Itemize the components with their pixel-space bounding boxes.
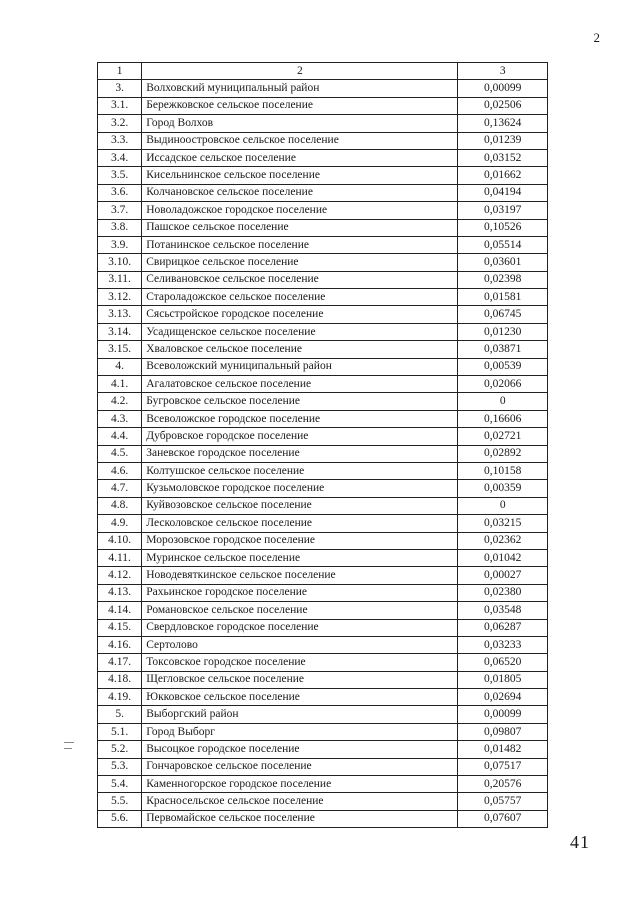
- row-number: 4.18.: [98, 671, 142, 688]
- row-number: 4.13.: [98, 584, 142, 601]
- table-row: [98, 184, 548, 201]
- row-number: 3.13.: [98, 306, 142, 323]
- municipality-name: Гончаровское сельское поселение: [142, 758, 458, 775]
- coefficient-value: 0,02892: [458, 445, 548, 462]
- table-row: [98, 236, 548, 253]
- municipality-name: Кузьмоловское городское поселение: [142, 480, 458, 497]
- row-number: 3.: [98, 80, 142, 97]
- municipalities-table: [97, 62, 548, 828]
- municipality-name: Хваловское сельское поселение: [142, 341, 458, 358]
- table-row: [98, 167, 548, 184]
- coefficient-value: 0,03152: [458, 149, 548, 166]
- table-row: [98, 567, 548, 584]
- coefficient-value: 0,02721: [458, 428, 548, 445]
- table-row: [98, 776, 548, 793]
- table-row: [98, 219, 548, 236]
- municipality-name: Город Выборг: [142, 723, 458, 740]
- row-number: 3.11.: [98, 271, 142, 288]
- row-number: 4.6.: [98, 462, 142, 479]
- municipality-name: Куйвозовское сельское поселение: [142, 497, 458, 514]
- coefficient-value: 0,03871: [458, 341, 548, 358]
- row-number: 4.10.: [98, 532, 142, 549]
- table-row: [98, 115, 548, 132]
- table-row: [98, 619, 548, 636]
- coefficient-value: 0,10526: [458, 219, 548, 236]
- row-number: 5.6.: [98, 810, 142, 827]
- row-number: 3.6.: [98, 184, 142, 201]
- coefficient-value: 0,03215: [458, 515, 548, 532]
- table-row: [98, 602, 548, 619]
- coefficient-value: 0,09807: [458, 723, 548, 740]
- coefficient-value: 0,04194: [458, 184, 548, 201]
- row-number: 3.7.: [98, 202, 142, 219]
- coefficient-value: 0,02398: [458, 271, 548, 288]
- municipality-name: Агалатовское сельское поселение: [142, 376, 458, 393]
- row-number: 4.3.: [98, 410, 142, 427]
- municipality-name: Староладожское сельское поселение: [142, 289, 458, 306]
- municipality-name: Свердловское городское поселение: [142, 619, 458, 636]
- coefficient-value: 0,03233: [458, 636, 548, 653]
- coefficient-value: 0,00099: [458, 706, 548, 723]
- row-number: 3.4.: [98, 149, 142, 166]
- table-row: [98, 254, 548, 271]
- row-number: 4.14.: [98, 602, 142, 619]
- municipality-name: Токсовское городское поселение: [142, 654, 458, 671]
- municipality-name: Рахьинское городское поселение: [142, 584, 458, 601]
- column-header: 3: [458, 63, 548, 80]
- municipality-name: Юкковское сельское поселение: [142, 689, 458, 706]
- row-number: 4.4.: [98, 428, 142, 445]
- row-number: 4.2.: [98, 393, 142, 410]
- municipality-name: Сертолово: [142, 636, 458, 653]
- row-number: 4.7.: [98, 480, 142, 497]
- table-row: [98, 271, 548, 288]
- row-number: 4.16.: [98, 636, 142, 653]
- coefficient-value: 0,00027: [458, 567, 548, 584]
- margin-mark: [64, 748, 72, 749]
- municipality-name: Сясьстройское городское поселение: [142, 306, 458, 323]
- municipality-name: Всеволожское городское поселение: [142, 410, 458, 427]
- table-row: [98, 306, 548, 323]
- row-number: 3.9.: [98, 236, 142, 253]
- municipality-name: Селивановское сельское поселение: [142, 271, 458, 288]
- municipality-name: Романовское сельское поселение: [142, 602, 458, 619]
- table-row: [98, 532, 548, 549]
- coefficient-value: 0,01042: [458, 549, 548, 566]
- table-row: [98, 289, 548, 306]
- row-number: 3.1.: [98, 97, 142, 114]
- coefficient-value: 0: [458, 393, 548, 410]
- municipality-name: Бугровское сельское поселение: [142, 393, 458, 410]
- row-number: 4.12.: [98, 567, 142, 584]
- municipality-name: Колчановское сельское поселение: [142, 184, 458, 201]
- row-number: 5.1.: [98, 723, 142, 740]
- table-row: [98, 584, 548, 601]
- coefficient-value: 0: [458, 497, 548, 514]
- table-row: [98, 671, 548, 688]
- row-number: 5.2.: [98, 741, 142, 758]
- row-number: 4.11.: [98, 549, 142, 566]
- table-row: [98, 202, 548, 219]
- municipality-name: Заневское городское поселение: [142, 445, 458, 462]
- row-number: 4.8.: [98, 497, 142, 514]
- table-row: [98, 428, 548, 445]
- row-number: 5.5.: [98, 793, 142, 810]
- row-number: 5.3.: [98, 758, 142, 775]
- table-row: [98, 149, 548, 166]
- table-row: [98, 758, 548, 775]
- coefficient-value: 0,10158: [458, 462, 548, 479]
- table-row: [98, 741, 548, 758]
- coefficient-value: 0,00359: [458, 480, 548, 497]
- table-row: [98, 723, 548, 740]
- row-number: 3.12.: [98, 289, 142, 306]
- coefficient-value: 0,02694: [458, 689, 548, 706]
- municipality-name: Новодевяткинское сельское поселение: [142, 567, 458, 584]
- coefficient-value: 0,01581: [458, 289, 548, 306]
- table-row: [98, 341, 548, 358]
- coefficient-value: 0,06745: [458, 306, 548, 323]
- table-row: [98, 810, 548, 827]
- coefficient-value: 0,01662: [458, 167, 548, 184]
- municipality-name: Каменногорское городское поселение: [142, 776, 458, 793]
- table-row: [98, 323, 548, 340]
- row-number: 3.3.: [98, 132, 142, 149]
- coefficient-value: 0,07607: [458, 810, 548, 827]
- municipality-name: Потанинское сельское поселение: [142, 236, 458, 253]
- row-number: 3.2.: [98, 115, 142, 132]
- page-number: 2: [593, 30, 600, 45]
- table-row: [98, 376, 548, 393]
- table-row: [98, 393, 548, 410]
- municipality-name: Морозовское городское поселение: [142, 532, 458, 549]
- table-row: [98, 636, 548, 653]
- coefficient-value: 0,01239: [458, 132, 548, 149]
- coefficient-value: 0,02506: [458, 97, 548, 114]
- row-number: 4.1.: [98, 376, 142, 393]
- table-row: [98, 358, 548, 375]
- row-number: 3.14.: [98, 323, 142, 340]
- coefficient-value: 0,01482: [458, 741, 548, 758]
- municipality-name: Первомайское сельское поселение: [142, 810, 458, 827]
- row-number: 4.9.: [98, 515, 142, 532]
- stamp-number: 41: [570, 832, 590, 852]
- municipality-name: Город Волхов: [142, 115, 458, 132]
- coefficient-value: 0,02362: [458, 532, 548, 549]
- municipality-name: Усадищенское сельское поселение: [142, 323, 458, 340]
- coefficient-value: 0,20576: [458, 776, 548, 793]
- coefficient-value: 0,02380: [458, 584, 548, 601]
- row-number: 5.: [98, 706, 142, 723]
- table-header-row: [98, 63, 548, 80]
- municipality-name: Иссадское сельское поселение: [142, 149, 458, 166]
- row-number: 4.19.: [98, 689, 142, 706]
- municipality-name: Щегловское сельское поселение: [142, 671, 458, 688]
- row-number: 4.17.: [98, 654, 142, 671]
- column-header: 1: [98, 63, 142, 80]
- municipality-name: Муринское сельское поселение: [142, 549, 458, 566]
- coefficient-value: 0,06520: [458, 654, 548, 671]
- table-row: [98, 410, 548, 427]
- row-number: 3.15.: [98, 341, 142, 358]
- coefficient-value: 0,06287: [458, 619, 548, 636]
- column-header: 2: [142, 63, 458, 80]
- coefficient-value: 0,03548: [458, 602, 548, 619]
- row-number: 3.8.: [98, 219, 142, 236]
- coefficient-value: 0,03197: [458, 202, 548, 219]
- coefficient-value: 0,00099: [458, 80, 548, 97]
- municipality-name: Выборгский район: [142, 706, 458, 723]
- coefficient-value: 0,01805: [458, 671, 548, 688]
- municipality-name: Красносельское сельское поселение: [142, 793, 458, 810]
- municipality-name: Лесколовское сельское поселение: [142, 515, 458, 532]
- table-row: [98, 689, 548, 706]
- table-row: [98, 549, 548, 566]
- municipality-name: Волховский муниципальный район: [142, 80, 458, 97]
- row-number: 4.: [98, 358, 142, 375]
- coefficient-value: 0,07517: [458, 758, 548, 775]
- municipality-name: Колтушское сельское поселение: [142, 462, 458, 479]
- table-row: [98, 97, 548, 114]
- table-row: [98, 480, 548, 497]
- table-row: [98, 445, 548, 462]
- municipality-name: Высоцкое городское поселение: [142, 741, 458, 758]
- coefficient-value: 0,16606: [458, 410, 548, 427]
- row-number: 3.5.: [98, 167, 142, 184]
- municipality-name: Пашское сельское поселение: [142, 219, 458, 236]
- table-row: [98, 132, 548, 149]
- coefficient-value: 0,00539: [458, 358, 548, 375]
- municipality-name: Дубровское городское поселение: [142, 428, 458, 445]
- municipality-name: Новоладожское городское поселение: [142, 202, 458, 219]
- coefficient-value: 0,02066: [458, 376, 548, 393]
- table-row: [98, 80, 548, 97]
- municipality-name: Выдиноостровское сельское поселение: [142, 132, 458, 149]
- table-row: [98, 793, 548, 810]
- coefficient-value: 0,01230: [458, 323, 548, 340]
- municipality-name: Свирицкое сельское поселение: [142, 254, 458, 271]
- coefficient-value: 0,13624: [458, 115, 548, 132]
- row-number: 4.5.: [98, 445, 142, 462]
- coefficient-value: 0,03601: [458, 254, 548, 271]
- table-row: [98, 462, 548, 479]
- row-number: 3.10.: [98, 254, 142, 271]
- municipality-name: Всеволожский муниципальный район: [142, 358, 458, 375]
- table-row: [98, 706, 548, 723]
- row-number: 5.4.: [98, 776, 142, 793]
- coefficient-value: 0,05514: [458, 236, 548, 253]
- table-row: [98, 497, 548, 514]
- municipality-name: Кисельнинское сельское поселение: [142, 167, 458, 184]
- municipality-name: Бережковское сельское поселение: [142, 97, 458, 114]
- table-row: [98, 654, 548, 671]
- margin-mark: [64, 742, 74, 743]
- table-row: [98, 515, 548, 532]
- coefficient-value: 0,05757: [458, 793, 548, 810]
- row-number: 4.15.: [98, 619, 142, 636]
